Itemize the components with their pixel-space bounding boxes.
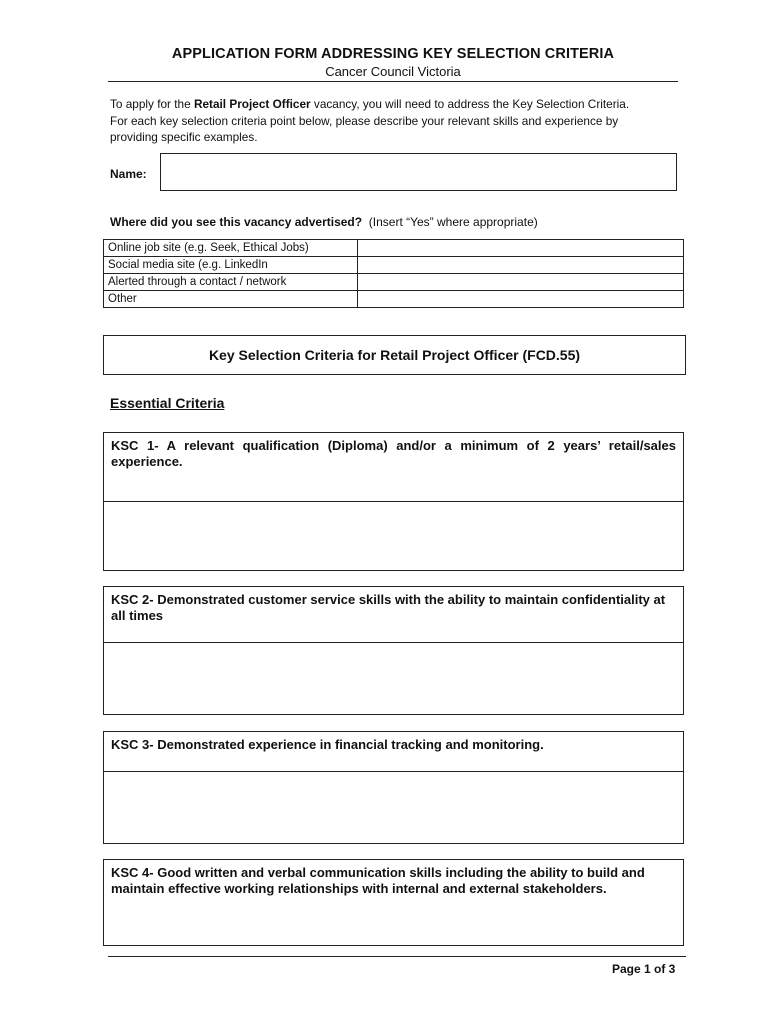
table-row: [104, 274, 684, 291]
ksc-4-question: KSC 4- Good written and verbal communication skills including the ability to build and maintain effective working relationships with internal and external stakeholders.: [111, 865, 645, 896]
table-row: [104, 257, 684, 274]
vacancy-question-text: Where did you see this vacancy advertised?: [110, 215, 363, 229]
intro-paragraph: [110, 96, 650, 146]
ksc-3-block: [103, 731, 684, 844]
name-label: Name:: [110, 167, 147, 181]
source-answer-cell[interactable]: [358, 291, 684, 308]
source-label: Social media site (e.g. LinkedIn: [104, 257, 358, 274]
name-input[interactable]: [160, 153, 677, 191]
ksc-1-question: KSC 1- A relevant qualification (Diploma) and/or a minimum of 2 years’ retail/sales experience.: [104, 433, 683, 502]
intro-text-start: To apply for the: [110, 97, 194, 111]
page-number: Page 1 of 3: [612, 962, 676, 976]
source-label: Online job site (e.g. Seek, Ethical Jobs): [104, 240, 358, 257]
header-divider: [108, 81, 678, 82]
vacancy-question: [110, 215, 538, 229]
ksc-2-block: [103, 586, 684, 715]
organisation-name: Cancer Council Victoria: [325, 64, 461, 79]
ksc-2-question: KSC 2- Demonstrated customer service skills with the ability to maintain confidentiality at all times: [104, 587, 683, 643]
vacancy-source-table: [103, 239, 684, 308]
vacancy-question-hint: (Insert “Yes” where appropriate): [368, 215, 538, 229]
footer-divider: [108, 956, 686, 957]
source-answer-cell[interactable]: [358, 240, 684, 257]
intro-role: Retail Project Officer: [193, 97, 311, 111]
essential-criteria-heading: Essential Criteria: [110, 395, 225, 411]
ksc-2-answer[interactable]: [104, 643, 683, 714]
source-label: Alerted through a contact / network: [104, 274, 358, 291]
source-label: Other: [104, 291, 358, 308]
ksc-1-answer[interactable]: [104, 502, 683, 570]
source-answer-cell[interactable]: [358, 274, 684, 291]
ksc-4-block: [103, 859, 684, 946]
form-title: APPLICATION FORM ADDRESSING KEY SELECTION CRITERIA: [171, 46, 615, 62]
intro-text-end: vacancy, you will need to address the Key Selection Criteria. For each key selection criteria point below, please describe your relevant skills and experience by providing specific examples.: [110, 97, 630, 144]
table-row: [104, 240, 684, 257]
criteria-heading: Key Selection Criteria for Retail Project Officer (FCD.55): [103, 335, 686, 375]
source-answer-cell[interactable]: [358, 257, 684, 274]
ksc-1-block: [103, 432, 684, 571]
ksc-3-question: KSC 3- Demonstrated experience in financial tracking and monitoring.: [104, 732, 683, 772]
ksc-3-answer[interactable]: [104, 772, 683, 843]
table-row: [104, 291, 684, 308]
